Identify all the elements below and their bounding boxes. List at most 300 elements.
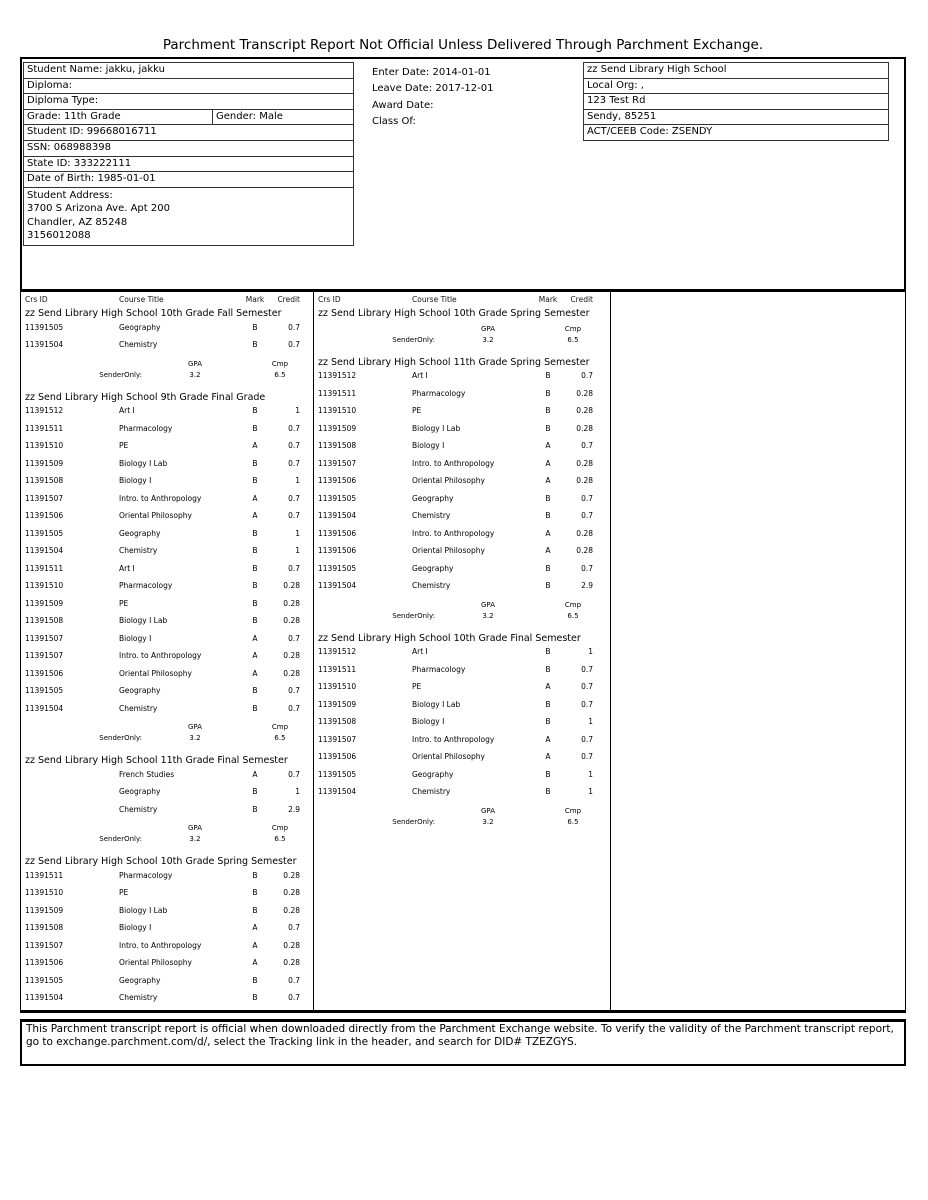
cmp-value: 6.5	[567, 817, 579, 826]
student-name-cell: Student Name: jakku, jakku	[23, 62, 354, 79]
course-credit: 0.7	[288, 423, 300, 433]
cmp-label: Cmp	[271, 824, 289, 832]
course-title: Intro. to Anthropology	[412, 528, 495, 538]
course-row	[21, 700, 313, 718]
course-row	[314, 402, 610, 420]
course-mark: B	[252, 423, 258, 433]
course-credit: 0.28	[283, 651, 300, 661]
course-title: Chemistry	[119, 546, 158, 556]
summary-spacer	[318, 324, 435, 335]
course-mark: B	[252, 581, 258, 591]
column-header-row	[314, 292, 610, 304]
course-id: 11391508	[25, 923, 64, 933]
course-title: Chemistry	[119, 804, 158, 814]
course-title: Oriental Philosophy	[412, 476, 485, 486]
course-id: 11391504	[25, 340, 64, 350]
course-credit: 0.28	[283, 616, 300, 626]
course-id: 11391510	[25, 441, 64, 451]
cmp-label: Cmp	[271, 723, 289, 731]
course-mark: B	[545, 717, 551, 727]
course-row	[21, 783, 313, 801]
course-id: 11391512	[318, 647, 357, 657]
course-id: 11391506	[318, 528, 357, 538]
course-id: 11391509	[25, 598, 64, 608]
course-credit: 0.7	[581, 699, 593, 709]
gpa-value: 3.2	[482, 817, 494, 826]
course-id: 11391509	[318, 699, 357, 709]
course-mark: B	[252, 340, 258, 350]
class-of-text: Class Of:	[372, 116, 416, 128]
grade-cell: Grade: 11th Grade	[23, 109, 213, 126]
course-credit: 0.28	[283, 940, 300, 950]
summary-values-row	[314, 611, 610, 622]
header-box	[20, 57, 906, 291]
course-title: Chemistry	[119, 993, 158, 1003]
course-credit: 0.28	[283, 598, 300, 608]
course-title: Intro. to Anthropology	[119, 493, 202, 503]
course-id: 11391504	[318, 511, 357, 521]
course-title: PE	[119, 441, 129, 451]
course-mark: B	[252, 870, 258, 880]
mark-header: Mark	[538, 295, 558, 304]
school-address-cell: 123 Test Rd	[583, 93, 889, 110]
course-row	[21, 595, 313, 613]
column-header-row	[21, 292, 313, 304]
course-mark: B	[545, 664, 551, 674]
course-credit: 0.7	[288, 511, 300, 521]
course-title: Intro. to Anthropology	[119, 940, 202, 950]
course-row	[314, 455, 610, 473]
course-id: 11391511	[25, 563, 64, 573]
course-title: Art I	[119, 563, 135, 573]
course-mark: A	[252, 651, 258, 661]
course-row	[21, 954, 313, 972]
crs-id-header: Crs ID	[318, 295, 341, 304]
course-mark: B	[545, 647, 551, 657]
course-title: Biology I Lab	[412, 699, 461, 709]
course-credit: 0.28	[576, 388, 593, 398]
course-title: Intro. to Anthropology	[119, 651, 202, 661]
course-id: 11391507	[25, 493, 64, 503]
gpa-label: GPA	[481, 324, 495, 333]
course-id: 11391504	[25, 546, 64, 556]
course-mark: B	[545, 511, 551, 521]
course-id: 11391510	[318, 682, 357, 692]
course-row	[21, 525, 313, 543]
course-row	[314, 437, 610, 455]
course-title-header: Course Title	[119, 295, 164, 304]
course-mark: B	[252, 905, 258, 915]
student-address-line2: Chandler, AZ 85248	[27, 216, 128, 228]
course-row	[21, 919, 313, 937]
course-credit: 2.9	[288, 804, 300, 814]
course-credit: 1	[588, 787, 593, 797]
course-row	[21, 402, 313, 420]
course-mark: A	[252, 441, 258, 451]
course-row	[314, 696, 610, 714]
summary-labels-row	[314, 600, 610, 611]
course-mark: A	[545, 734, 551, 744]
course-credit: 1	[295, 528, 300, 538]
course-id: 11391511	[318, 664, 357, 674]
course-title: Pharmacology	[119, 870, 173, 880]
course-id: 11391505	[25, 322, 64, 332]
course-title: Biology I	[119, 633, 152, 643]
course-credit: 0.7	[288, 340, 300, 350]
section-header: zz Send Library High School 11th Grade Final Semester	[25, 755, 288, 766]
course-credit: 0.7	[288, 993, 300, 1003]
course-mark: B	[252, 804, 258, 814]
gender-cell: Gender: Male	[212, 109, 354, 126]
course-row	[314, 713, 610, 731]
course-id: 11391504	[25, 993, 64, 1003]
grade-gender-row	[23, 109, 354, 126]
gpa-label: GPA	[481, 600, 495, 609]
course-mark: A	[252, 511, 258, 521]
course-id: 11391507	[318, 734, 357, 744]
transcript-column-right	[314, 292, 611, 1010]
course-credit: 0.7	[288, 686, 300, 696]
cmp-value: 6.5	[274, 835, 286, 843]
course-credit: 0.28	[283, 581, 300, 591]
course-credit: 0.7	[581, 441, 593, 451]
course-mark: B	[252, 993, 258, 1003]
course-credit: 2.9	[581, 581, 593, 591]
student-address-line3: 3156012088	[27, 230, 91, 242]
course-row	[21, 682, 313, 700]
course-row	[314, 577, 610, 595]
ssn-cell: SSN: 068988398	[23, 140, 354, 157]
course-credit: 0.7	[288, 769, 300, 779]
course-title: Oriental Philosophy	[119, 958, 192, 968]
course-id: 11391506	[318, 752, 357, 762]
summary-labels-row	[21, 823, 313, 834]
course-row	[21, 455, 313, 473]
section-header: zz Send Library High School 10th Grade Final Semester	[318, 632, 581, 643]
course-title: Art I	[119, 406, 135, 416]
transcript-table	[20, 291, 906, 1013]
course-mark: B	[252, 598, 258, 608]
course-credit: 0.7	[581, 563, 593, 573]
course-credit: 0.28	[283, 888, 300, 898]
course-title: Art I	[412, 371, 428, 381]
course-title: Biology I Lab	[119, 905, 168, 915]
course-title: Pharmacology	[412, 388, 466, 398]
sender-only-label: SenderOnly:	[99, 835, 142, 843]
school-name-cell: zz Send Library High School	[583, 62, 889, 79]
course-title: Chemistry	[119, 340, 158, 350]
gpa-value: 3.2	[482, 611, 494, 620]
course-id: 11391509	[318, 423, 357, 433]
course-title: Biology I Lab	[119, 458, 168, 468]
course-title: Pharmacology	[119, 423, 173, 433]
course-row	[314, 472, 610, 490]
course-title: Chemistry	[119, 703, 158, 713]
gpa-summary	[314, 600, 610, 622]
course-mark: B	[252, 546, 258, 556]
course-credit: 1	[588, 769, 593, 779]
course-title: PE	[412, 682, 422, 692]
summary-spacer	[318, 806, 435, 817]
cmp-value: 6.5	[567, 335, 579, 344]
course-row	[21, 507, 313, 525]
course-row	[314, 420, 610, 438]
course-id: 11391505	[25, 686, 64, 696]
course-credit: 0.7	[288, 975, 300, 985]
course-row	[21, 560, 313, 578]
mark-header: Mark	[245, 295, 265, 304]
course-row	[21, 420, 313, 438]
course-mark: A	[252, 633, 258, 643]
course-title: Oriental Philosophy	[119, 511, 192, 521]
course-credit: 1	[295, 406, 300, 416]
course-title: Oriental Philosophy	[412, 546, 485, 556]
course-mark: B	[252, 787, 258, 797]
course-row	[21, 490, 313, 508]
course-mark: B	[545, 493, 551, 503]
section-header: zz Send Library High School 11th Grade Spring Semester	[318, 356, 590, 367]
course-title: Geography	[119, 686, 161, 696]
course-id: 11391505	[318, 493, 357, 503]
course-credit: 0.7	[581, 734, 593, 744]
summary-spacer	[25, 722, 142, 733]
course-row	[314, 507, 610, 525]
course-title: Pharmacology	[119, 581, 173, 591]
course-id: 11391504	[318, 581, 357, 591]
course-credit: 0.28	[283, 870, 300, 880]
course-id: 11391508	[25, 476, 64, 486]
course-row	[21, 665, 313, 683]
course-mark: B	[252, 322, 258, 332]
gpa-summary	[314, 806, 610, 828]
school-info-box	[583, 63, 889, 141]
course-row	[21, 437, 313, 455]
course-mark: A	[545, 476, 551, 486]
course-title: Geography	[119, 322, 161, 332]
course-credit: 0.7	[288, 703, 300, 713]
course-title: PE	[119, 598, 129, 608]
course-row	[314, 560, 610, 578]
course-mark: B	[252, 528, 258, 538]
transcript-column-left	[21, 292, 314, 1010]
course-credit: 1	[295, 787, 300, 797]
course-title: Oriental Philosophy	[119, 668, 192, 678]
cmp-value: 6.5	[274, 734, 286, 742]
dob-cell: Date of Birth: 1985-01-01	[23, 171, 354, 188]
course-id: 11391506	[318, 476, 357, 486]
course-mark: B	[545, 787, 551, 797]
course-title: Biology I	[119, 923, 152, 933]
course-row	[21, 902, 313, 920]
course-row	[21, 647, 313, 665]
student-address-line1: 3700 S Arizona Ave. Apt 200	[27, 203, 170, 215]
credit-header: Credit	[277, 295, 300, 304]
course-id: 11391510	[25, 581, 64, 591]
course-mark: B	[252, 703, 258, 713]
course-id: 11391507	[25, 633, 64, 643]
gpa-summary	[21, 722, 313, 744]
crs-id-header: Crs ID	[25, 295, 48, 304]
course-mark: B	[545, 581, 551, 591]
course-row	[21, 577, 313, 595]
course-credit: 1	[295, 546, 300, 556]
course-id: 11391510	[318, 406, 357, 416]
course-mark: A	[545, 441, 551, 451]
course-credit: 0.28	[283, 958, 300, 968]
course-title: Intro. to Anthropology	[412, 458, 495, 468]
sender-only-label: SenderOnly:	[392, 611, 435, 620]
course-mark: B	[252, 458, 258, 468]
course-id: 11391506	[25, 958, 64, 968]
course-row	[21, 801, 313, 819]
course-mark: B	[252, 975, 258, 985]
course-title: Biology I Lab	[412, 423, 461, 433]
gpa-label: GPA	[481, 806, 495, 815]
course-credit: 0.28	[576, 406, 593, 416]
summary-labels-row	[21, 359, 313, 370]
course-title: Geography	[412, 769, 454, 779]
leave-date-text: Leave Date: 2017-12-01	[372, 83, 494, 95]
course-title: PE	[412, 406, 422, 416]
course-row	[21, 472, 313, 490]
footer-notice: This Parchment transcript report is official when downloaded directly from the Parchment Exchange website. To verify the validity of the Parchment transcript report, go to exchange.parchment.com/d/, select the Tracking link in the header, and search for DID# TZEZGYS.	[20, 1019, 906, 1066]
course-id: 11391505	[318, 769, 357, 779]
course-id: 11391511	[25, 423, 64, 433]
course-title: Pharmacology	[412, 664, 466, 674]
summary-values-row	[21, 834, 313, 845]
course-mark: B	[545, 699, 551, 709]
gpa-label: GPA	[188, 723, 202, 731]
course-row	[314, 385, 610, 403]
student-address-cell	[23, 187, 354, 246]
course-mark: B	[545, 423, 551, 433]
gpa-summary	[314, 324, 610, 346]
course-credit: 0.7	[581, 371, 593, 381]
course-id: 11391507	[25, 651, 64, 661]
course-credit: 0.7	[581, 493, 593, 503]
page-title: Parchment Transcript Report Not Official Unless Delivered Through Parchment Exchange.	[162, 37, 764, 53]
student-info-box	[23, 63, 354, 246]
course-row	[21, 612, 313, 630]
summary-values-row	[21, 370, 313, 381]
course-mark: B	[252, 888, 258, 898]
course-title: Chemistry	[412, 787, 451, 797]
course-credit: 0.28	[576, 546, 593, 556]
summary-spacer	[25, 359, 142, 370]
course-credit: 0.7	[288, 322, 300, 332]
course-title: Oriental Philosophy	[412, 752, 485, 762]
course-id: 11391504	[318, 787, 357, 797]
course-mark: B	[252, 616, 258, 626]
course-title: Biology I	[412, 441, 445, 451]
enter-date-text: Enter Date: 2014-01-01	[372, 67, 491, 78]
course-id: 11391509	[25, 905, 64, 915]
transcript-column-empty	[611, 292, 905, 1010]
course-id: 11391509	[25, 458, 64, 468]
course-mark: A	[545, 458, 551, 468]
course-row	[314, 766, 610, 784]
course-row	[314, 731, 610, 749]
course-mark: A	[545, 682, 551, 692]
summary-spacer	[25, 823, 142, 834]
sender-only-label: SenderOnly:	[99, 370, 142, 379]
summary-labels-row	[314, 806, 610, 817]
course-credit: 0.7	[288, 458, 300, 468]
course-row	[314, 367, 610, 385]
course-title: French Studies	[119, 769, 175, 779]
dates-block	[372, 65, 494, 131]
course-credit: 0.7	[288, 563, 300, 573]
gpa-label: GPA	[188, 824, 202, 832]
course-credit: 0.7	[288, 633, 300, 643]
course-title: Art I	[412, 647, 428, 657]
course-mark: B	[252, 563, 258, 573]
course-credit: 1	[588, 647, 593, 657]
cmp-value: 6.5	[567, 611, 579, 620]
course-row	[314, 748, 610, 766]
course-mark: B	[252, 686, 258, 696]
course-credit: 0.28	[283, 905, 300, 915]
course-mark: A	[545, 528, 551, 538]
course-credit: 0.7	[581, 664, 593, 674]
course-row	[21, 972, 313, 990]
cmp-label: Cmp	[564, 324, 582, 333]
cmp-label: Cmp	[271, 359, 289, 368]
course-title: Geography	[412, 563, 454, 573]
gpa-value: 3.2	[482, 335, 494, 344]
course-mark: B	[252, 406, 258, 416]
course-id: 11391511	[318, 388, 357, 398]
gpa-value: 3.2	[189, 734, 201, 742]
course-credit: 0.28	[576, 458, 593, 468]
course-id: 11391512	[318, 371, 357, 381]
cmp-label: Cmp	[564, 806, 582, 815]
course-id: 11391510	[25, 888, 64, 898]
gpa-summary	[21, 823, 313, 845]
course-mark: B	[545, 388, 551, 398]
course-row	[314, 661, 610, 679]
course-row	[314, 678, 610, 696]
course-title: Geography	[119, 528, 161, 538]
course-credit: 0.7	[288, 441, 300, 451]
course-mark: A	[252, 769, 258, 779]
section-header: zz Send Library High School 10th Grade Spring Semester	[25, 856, 297, 867]
course-mark: A	[252, 668, 258, 678]
course-title: Biology I	[412, 717, 445, 727]
course-credit: 0.28	[283, 668, 300, 678]
course-mark: A	[252, 958, 258, 968]
summary-values-row	[21, 733, 313, 744]
course-row	[21, 336, 313, 354]
local-org-cell: Local Org: ,	[583, 78, 889, 95]
diploma-cell: Diploma:	[23, 78, 354, 95]
course-id: 11391504	[25, 703, 64, 713]
course-id: 11391506	[318, 546, 357, 556]
course-row	[314, 525, 610, 543]
course-id: 11391511	[25, 870, 64, 880]
course-mark: B	[545, 769, 551, 779]
course-credit: 1	[588, 717, 593, 727]
course-credit: 0.7	[581, 511, 593, 521]
course-id: 11391505	[318, 563, 357, 573]
course-mark: B	[545, 371, 551, 381]
course-title: Chemistry	[412, 581, 451, 591]
course-row	[314, 783, 610, 801]
student-id-cell: Student ID: 99668016711	[23, 124, 354, 141]
course-row	[21, 630, 313, 648]
course-id: 11391512	[25, 406, 64, 416]
gpa-value: 3.2	[189, 835, 201, 843]
